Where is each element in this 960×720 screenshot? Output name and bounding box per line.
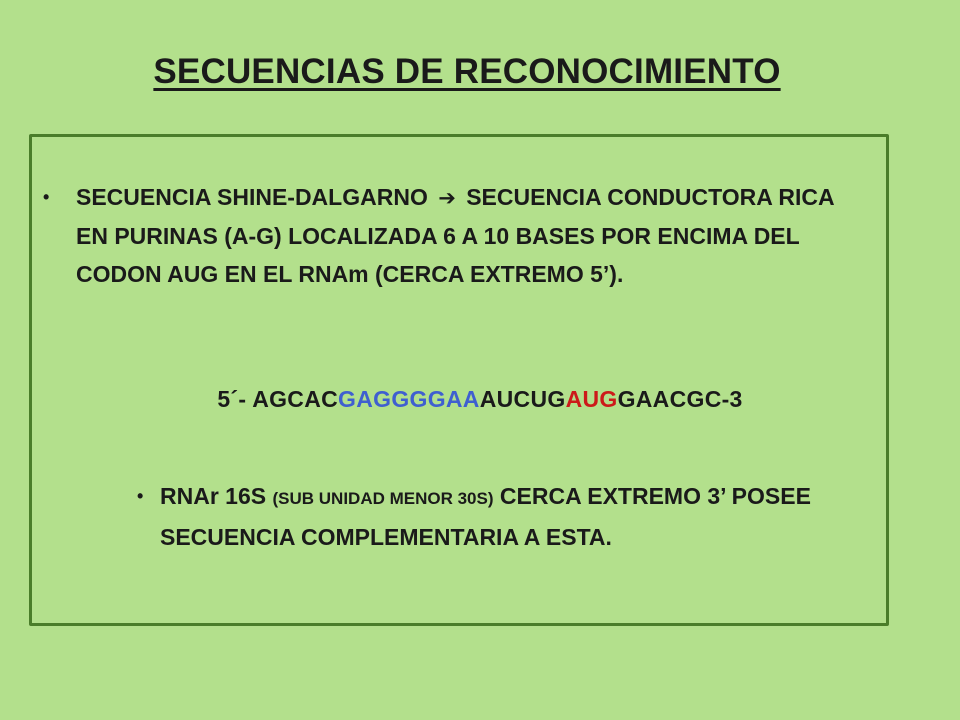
bullet-marker: • <box>137 486 144 506</box>
sequence-prefix: 5´- AGCAC <box>217 386 339 412</box>
bullet-rest: CERCA EXTREMO 3’ POSEE SECUENCIA COMPLEMENTARIA A ESTA. <box>160 483 811 550</box>
bullet-marker: • <box>43 187 50 207</box>
bullet-text <box>160 477 820 556</box>
term-shine-dalgarno: SECUENCIA SHINE-DALGARNO <box>76 184 428 210</box>
arrow-right-icon: ➔ <box>438 186 456 210</box>
term-description: SECUENCIA CONDUCTORA RICA EN PURINAS (A-G) LOCALIZADA 6 A 10 BASES POR ENCIMA DEL CODON AUG EN EL RNAm (CERCA EXTREMO 5’). <box>76 184 834 287</box>
bullet-shine-dalgarno <box>43 178 863 293</box>
bullet-rnar-16s <box>137 477 837 556</box>
rna-sequence <box>0 386 960 413</box>
term-rnar-16s: RNAr 16S <box>160 483 267 509</box>
sequence-start-codon-highlight: AUG <box>565 386 618 412</box>
sequence-shine-dalgarno-highlight: GAGGGGAA <box>338 386 480 412</box>
parenthetical-subunit: (SUB UNIDAD MENOR 30S) <box>272 489 494 508</box>
sequence-middle: AUCUG <box>479 386 566 412</box>
bullet-text <box>76 178 863 293</box>
slide-title: SECUENCIAS DE RECONOCIMIENTO <box>153 52 781 91</box>
sequence-suffix: GAACGC-3 <box>617 386 743 412</box>
